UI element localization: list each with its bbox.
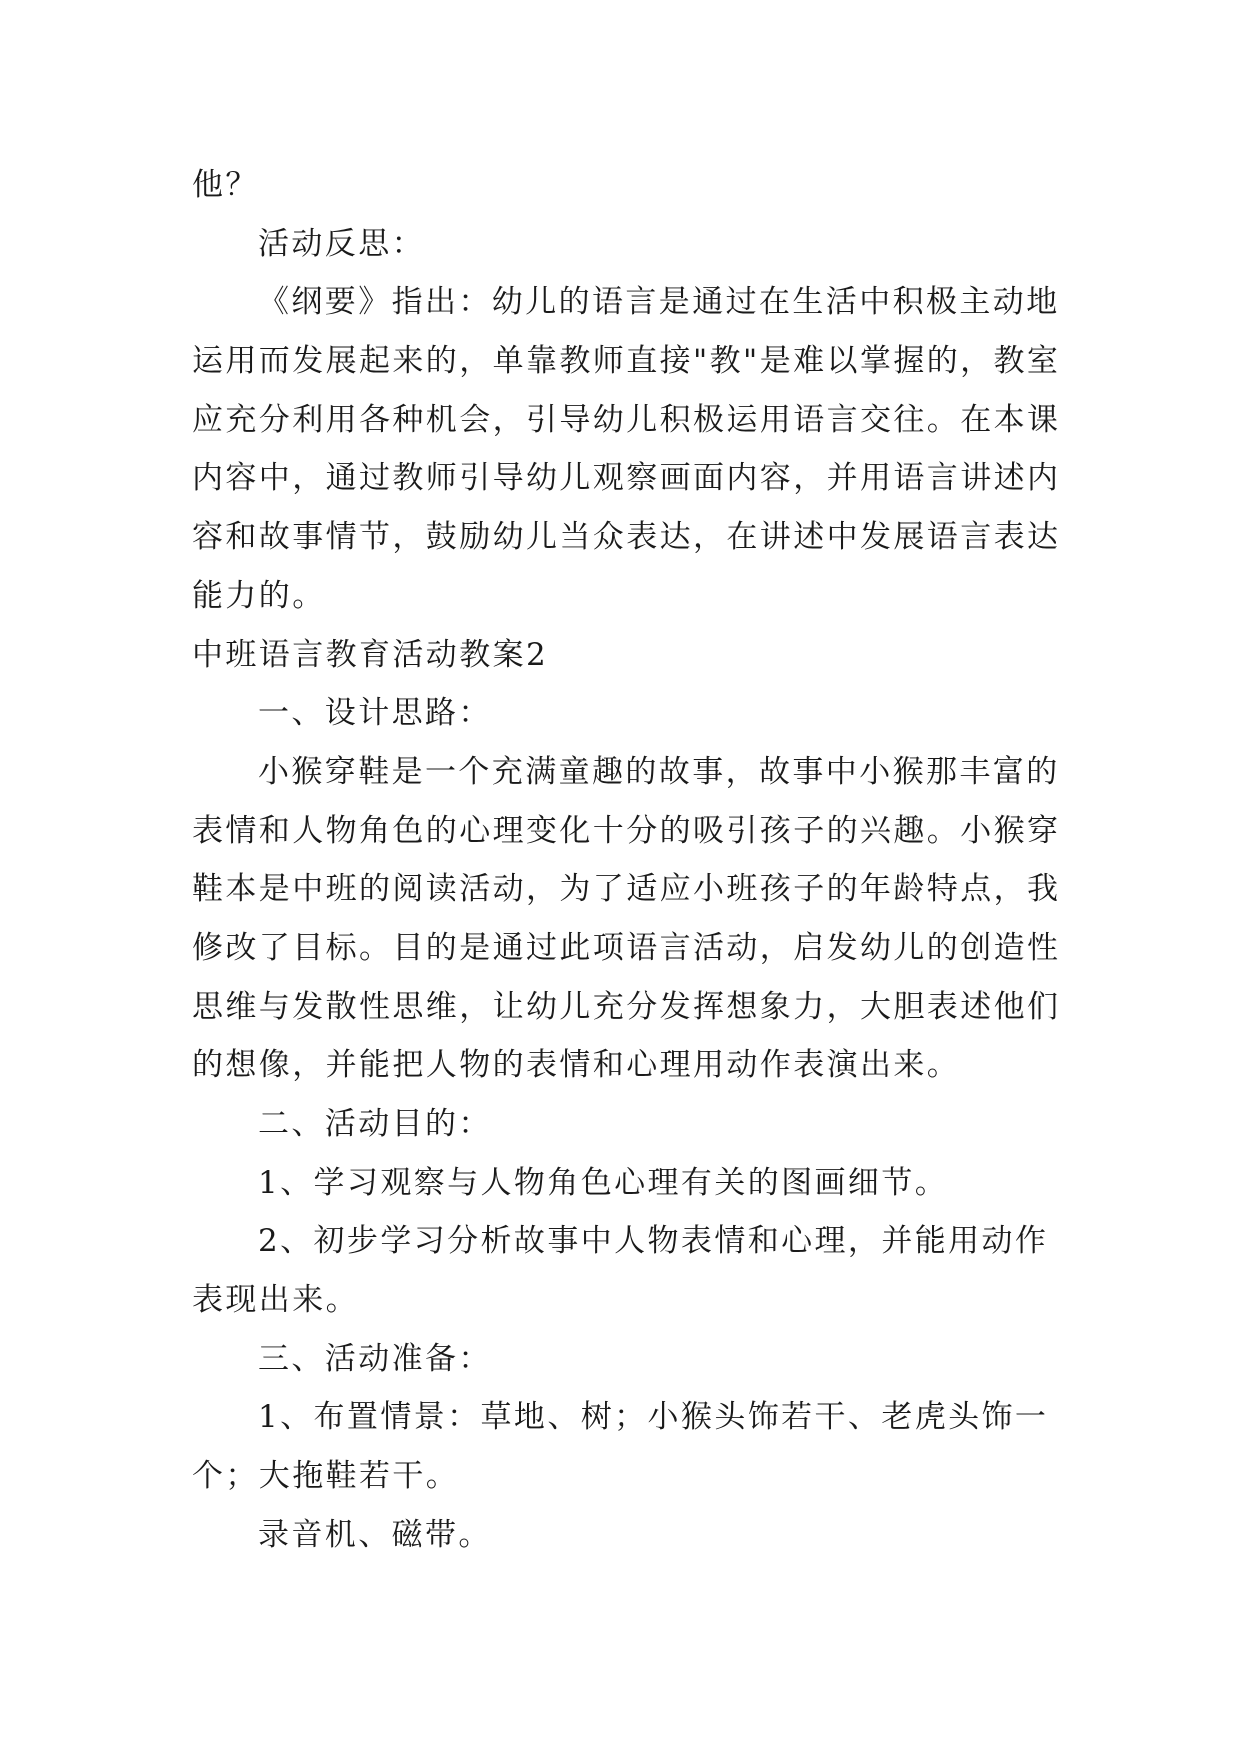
text-line: 一、设计思路：: [258, 695, 492, 732]
text-line: 个；大拖鞋若干。: [192, 1458, 460, 1495]
text-line: 录音机、磁带。: [258, 1516, 492, 1553]
text-line: 二、活动目的：: [258, 1106, 492, 1142]
text-line: 内容中，通过教师引导幼儿观察画面内容，并用语言讲述内: [192, 460, 1061, 497]
text-line: 他？: [192, 167, 259, 203]
text-line: 《纲要》指出：幼儿的语言是通过在生活中积极主动地: [258, 284, 1060, 321]
text-line: 能力的。: [192, 577, 326, 614]
text-line: 鞋本是中班的阅读活动，为了适应小班孩子的年龄特点，我: [192, 871, 1061, 908]
text-line: 中班语言教育活动教案2: [192, 636, 549, 673]
text-line: 表情和人物角色的心理变化十分的吸引孩子的兴趣。小猴穿: [192, 812, 1061, 849]
document-body: [192, 156, 1061, 1565]
text-line: 思维与发散性思维，让幼儿充分发挥想象力，大胆表述他们: [192, 988, 1061, 1025]
text-line: 修改了目标。目的是通过此项语言活动，启发幼儿的创造性: [192, 929, 1061, 966]
text-line: 2、初步学习分析故事中人物表情和心理，并能用动作: [258, 1223, 1049, 1260]
text-line: 1、布置情景：草地、树；小猴头饰若干、老虎头饰一: [258, 1399, 1049, 1436]
text-line: 表现出来。: [192, 1282, 359, 1319]
text-line: 的想像，并能把人物的表情和心理用动作表演出来。: [192, 1047, 961, 1084]
text-line: 小猴穿鞋是一个充满童趣的故事，故事中小猴那丰富的: [258, 753, 1060, 790]
text-line: 应充分利用各种机会，引导幼儿积极运用语言交往。在本课: [192, 401, 1061, 438]
text-line: 活动反思：: [258, 225, 425, 262]
text-line: 三、活动准备：: [258, 1340, 492, 1377]
text-line: 1、学习观察与人物角色心理有关的图画细节。: [258, 1164, 949, 1201]
text-line: 容和故事情节，鼓励幼儿当众表达，在讲述中发展语言表达: [192, 519, 1061, 556]
text-line: 运用而发展起来的，单靠教师直接"教"是难以掌握的，教室: [192, 343, 1061, 380]
